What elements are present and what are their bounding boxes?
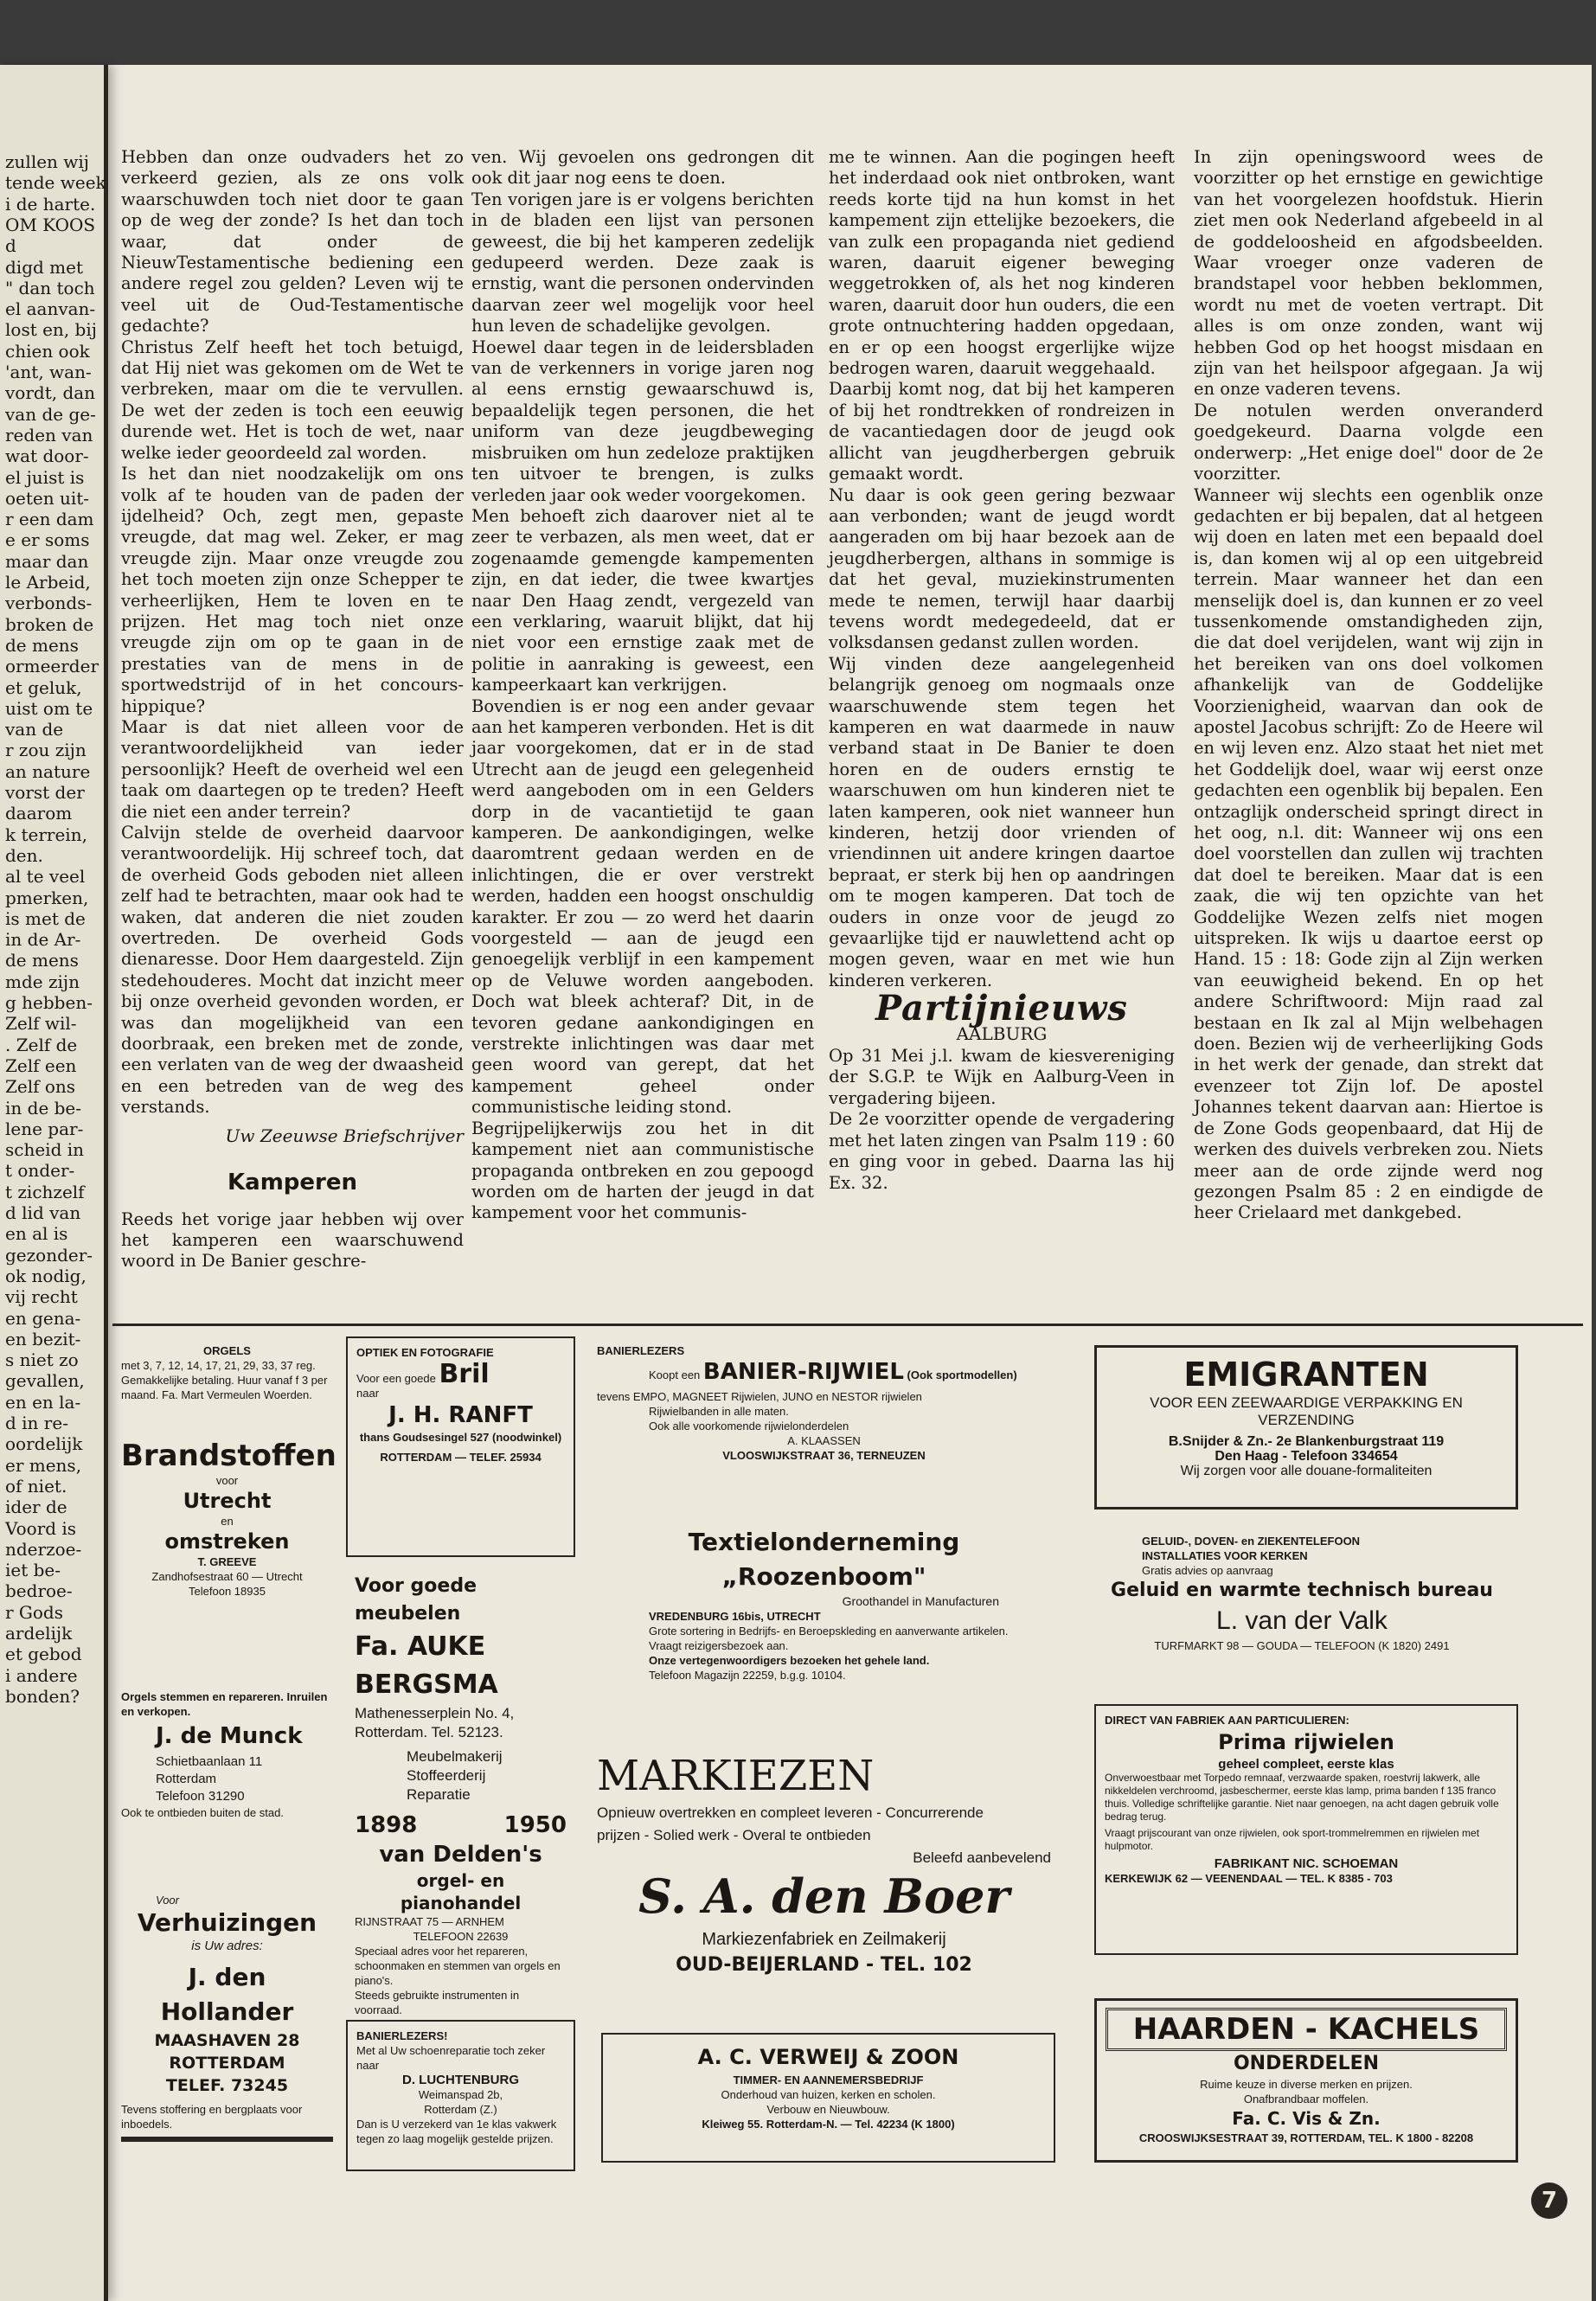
- prev-page-fragment: t onder-: [5, 1160, 75, 1182]
- prev-page-fragment: vij recht: [5, 1286, 78, 1308]
- prev-page-fragment: wat door-: [5, 445, 89, 467]
- ad-text: naar: [356, 1387, 380, 1400]
- ad-text: 1950: [503, 1812, 567, 1838]
- ad-text: is Uw adres:: [191, 1939, 263, 1953]
- ad-text: Weimanspad 2b,: [418, 2088, 503, 2101]
- paragraph: Christus Zelf heeft het toch betuigd, dat Hij niet was gekomen om de Wet te verbreken, maar om die te vervullen. De wet der zeden is toch een eeuwig durende wet. Het is toch de wet, naar welke ieder geoordeeld zal worden.: [121, 336, 464, 463]
- ad-emigranten-title: EMIGRANTEN: [1183, 1356, 1429, 1394]
- ad-text: Ook te ontbieden buiten de stad.: [121, 1806, 284, 1819]
- ad-text: Speciaal adres voor het repareren, schoonmaken en stemmen van orgels en piano's.: [355, 1945, 561, 1987]
- prev-page-fragment: van de: [5, 719, 64, 740]
- paragraph: Maar is dat niet alleen voor de verantwoordelijkheid van ieder persoonlijk? Heeft de overheid wel een taak om daartegen op te treden? Heeft die niet een ander terrein?: [121, 716, 464, 822]
- prev-page-fragment: Zelf een: [5, 1054, 77, 1076]
- ad-bril: Bril: [439, 1359, 490, 1389]
- paragraph: De notulen werden onveranderd goedgekeurd. Daarna volgde een onderwerp: „Het enige doel" door de 2e voorzitter.: [1194, 400, 1543, 484]
- paragraph: Begrijpelijkerwijs zou het in dit kampement niet aan communistische propaganda ontbreken en zou gepoogd worden om de harten der jeugd in dat kampement voor het communis-: [471, 1118, 814, 1223]
- paragraph: Hoewel daar tegen in de leidersbladen van de verkenners in vorige jaren nog al eens ernstig gewaarschuwd is, bepaaldelijk tegen personen, die het uniform van deze jeugdbeweging misbruiken om hun zedeloze praktijken ten uitvoer te brengen, is zulks verleden jaar ook weder voorgekomen.: [471, 336, 814, 505]
- ad-text: INSTALLATIES VOOR KERKEN: [1142, 1549, 1308, 1562]
- ad-text: Groothandel in Manufacturen: [842, 1594, 999, 1608]
- prev-page-fragment: el aanvan-: [5, 298, 96, 320]
- ad-orgels-title: ORGELS: [203, 1344, 251, 1357]
- ad-text: thans Goudsesingel 527 (noodwinkel): [359, 1431, 562, 1444]
- prev-page-fragment: en en la-: [5, 1391, 81, 1413]
- prev-page-fragment: is met de: [5, 907, 86, 929]
- ad-text: Vraagt prijscourant van onze rijwielen, ook sport-trommelremmen en rijwielen met hulpmotor.: [1105, 1827, 1480, 1852]
- prev-page-fragment: oordelijk: [5, 1433, 83, 1455]
- prev-page-fragment: zullen wij: [5, 151, 90, 172]
- prev-page-fragment: . Zelf de: [5, 1034, 78, 1055]
- ad-bergsma: [346, 1566, 575, 1803]
- ad-text: GELUID-, DOVEN- en ZIEKENTELEFOON: [1142, 1535, 1361, 1548]
- paragraph: Calvijn stelde de overheid daarvoor verantwoordelijk. Hij schreef toch, dat de overheid Gods geboden niet alleen zelf had te betrachten, maar ook had te waken, dat anderen die niet zouden overtreden. De overheid Gods dienaresse. Door Hem daargesteld. Zijn stedehouderes. Mocht dat inzicht meer bij onze overheid gevonden worden, er was dan mogelijkheid van een doorbraak, een breken met de zonde, een verlaten van de weg der dwaasheid en een betreden van de weg des verstands.: [121, 823, 464, 1118]
- ad-text: Den Haag - Telefoon 334654: [1215, 1449, 1398, 1464]
- ad-haarden: [1094, 1998, 1518, 2163]
- ad-text: omstreken: [164, 1529, 290, 1554]
- ad-text: Rotterdam (Z.): [424, 2103, 497, 2116]
- paragraph: Men behoeft zich daarover niet al te zeer te verbazen, als men weet, dat er zogenaamde gemengde kampementen zijn, en dat ieder, die twee kwartjes naar Den Haag zendt, vergezeld van een verklaring, waaruit blijkt, dat hij niet voor een ernstige zaak met de politie in aanraking is geweest, een kampeerkaart kan verkrijgen.: [471, 505, 814, 695]
- paragraph: Bovendien is er nog een ander gevaar aan het kamperen verbonden. Het is dit jaar voorgekomen, dat er in de stad Utrecht aan de jeugd een gelegenheid werd aangeboden om in een Gelders dorp in de vacantietijd te gaan kamperen. De aankondigingen, welke daaromtrent gedaan werden en de inlichtingen, die er over verstrekt werden, hadden een hoogst onschuldig karakter. Er zou — zo werd het daarin voorgesteld — aan de jeugd een genoegelijk verblijf in een kampement op de Veluwe worden aangeboden. Doch wat bleek achteraf? Dit, in de tevoren gedane aankondigingen en verstrekte inlichtingen was daar met geen woord van gerept, dat het kampement geheel onder communistische leiding stond.: [471, 695, 814, 1118]
- ad-text: BANIERLEZERS: [597, 1344, 685, 1357]
- prev-page-fragment: in de Ar-: [5, 929, 81, 951]
- paragraph: Reeds het vorige jaar hebben wij over het kamperen een waarschuwend woord in De Banier geschre-: [121, 1208, 464, 1272]
- ad-schoeman: [1094, 1704, 1518, 1955]
- ad-text: ROTTERDAM: [169, 2054, 285, 2073]
- prev-page-fragment: le Arbeid,: [5, 572, 91, 593]
- prev-page-fragment: ider de: [5, 1497, 67, 1518]
- ad-text: Vraagt reizigersbezoek aan.: [649, 1639, 789, 1652]
- prev-page-fragment: chien ook: [5, 340, 90, 362]
- prev-page-fragment: ok nodig,: [5, 1265, 87, 1286]
- ad-text: A. KLAASSEN: [787, 1434, 861, 1447]
- ad-text: ROTTERDAM — TELEF. 25934: [380, 1451, 542, 1464]
- prev-page-fragment: 'ant, wan-: [5, 362, 92, 382]
- ad-bergsma-title: Fa. AUKE BERGSMA: [355, 1631, 498, 1700]
- prev-page-fragment: al te veel: [5, 866, 86, 888]
- ad-text: Met al Uw schoenreparatie toch zeker naar: [356, 2044, 546, 2072]
- prev-page-fragment: nderzoe-: [5, 1538, 82, 1560]
- ads-divider: [112, 1324, 1583, 1326]
- ad-text: Stoffeerderij: [407, 1767, 486, 1784]
- ad-text: ONDERDELEN: [1233, 2053, 1380, 2074]
- ad-text: Telefoon 18935: [189, 1585, 266, 1598]
- ad-text: CROOSWIJKSESTRAAT 39, ROTTERDAM, TEL. K 1800 - 82208: [1138, 2131, 1474, 2144]
- paragraph: Wij vinden deze aangelegenheid belangrijk genoeg om nogmaals onze waarschuwende stem tegen het kamperen en wat daarmede in nauw verband staat in De Banier te doen horen en de ouders ernstig te waarschuwen om hun kinderen niet te laten kamperen, ook niet wanneer hun kinderen, hetzij door vrienden of vriendinnen uit andere kringen daartoe bepraat, er sterk bij hen op aandringen om te mogen kamperen. Dat toch de ouders in onze voor de jeugd zo gevaarlijke tijd er nauwlettend acht op mogen geven, waar en met wie hun kinderen verkeren.: [829, 653, 1175, 990]
- ad-text: VREDENBURG 16bis, UTRECHT: [649, 1610, 821, 1623]
- paragraph: me te winnen. Aan die pogingen heeft het inderdaad ook niet ontbroken, want reeds korte tijd na hun komst in het kampement zijn ettelijke bezoekers, die van zulk een propaganda niet gediend waren, daaruit eigener beweging weggetrokken of, als het nog kinderen waren, daaruit door hun ouders, die een grote ontnuchtering hadden opgedaan, en er op een hoogst ergerlijke wijze bedrogen waren, daaruit weggehaald.: [829, 147, 1175, 379]
- prev-page-fragment: bedroe-: [5, 1580, 73, 1602]
- prev-page-fragment: en gena-: [5, 1307, 81, 1329]
- ad-verweij-title: A. C. VERWEIJ & ZOON: [697, 2045, 959, 2069]
- prev-page-fragment: Voord is: [5, 1517, 77, 1539]
- rule: [121, 2137, 333, 2142]
- ad-text: OPTIEK EN FOTOGRAFIE: [356, 1346, 494, 1359]
- prev-page-fragment: OM KOOS: [5, 214, 96, 235]
- ad-text: 1898: [355, 1812, 418, 1838]
- ad-brandstoffen-title: Brandstoffen: [121, 1439, 337, 1473]
- prev-page-fragment: et gebod: [5, 1644, 82, 1665]
- column-4: [1194, 147, 1543, 1224]
- ad-text: TELEF. 73245: [165, 2076, 289, 2095]
- ad-text: Mathenesserplein No. 4, Rotterdam. Tel. 52123.: [355, 1705, 515, 1740]
- ad-text: orgel- en pianohandel: [400, 1870, 522, 1913]
- ad-text: TIMMER- EN AANNEMERSBEDRIJF: [733, 2073, 924, 2086]
- ad-ranft: [346, 1336, 575, 1557]
- ad-de-munck: [112, 1682, 342, 1873]
- ad-text: geheel compleet, eerste klas: [1218, 1757, 1394, 1772]
- ad-text: Schietbaanlaan 11: [156, 1754, 263, 1769]
- prev-page-fragment: t zichzelf: [5, 1181, 85, 1202]
- section-title-kamperen: Kamperen: [228, 1170, 357, 1196]
- signature: Uw Zeeuwse Briefschrijver: [225, 1125, 464, 1146]
- prev-page-fragment: an nature: [5, 760, 91, 782]
- ad-luchtenburg: [346, 2020, 575, 2171]
- ad-text: DIRECT VAN FABRIEK AAN PARTICULIEREN:: [1105, 1714, 1349, 1727]
- ad-roozenboom: [588, 1518, 1060, 1700]
- ad-text: Kleiweg 55. Rotterdam-N. — Tel. 42234 (K 1800): [702, 2118, 955, 2131]
- prev-page-fragment: van de ge-: [5, 403, 96, 425]
- prev-page-fragment: uist om te: [5, 697, 93, 719]
- ad-text: TURFMARKT 98 — GOUDA — TELEFOON (K 1820) 2491: [1154, 1639, 1450, 1652]
- prev-page-fragment: vordt, dan: [5, 382, 96, 404]
- prev-page-fragment: reden van: [5, 424, 93, 445]
- ad-text: Wij zorgen voor alle douane-formaliteiten: [1180, 1464, 1433, 1478]
- paragraph: Ten vorigen jare is er volgens berichten in de bladen een lijst van personen geweest, die bij het kamperen zedelijk gedupeerd werden. Deze zaak is ernstig, want die personen ondervinden daarvan zeer wel mogelijk voor heel hun leven de schadelijke gevolgen.: [471, 189, 814, 336]
- prev-page-fragment: r zou zijn: [5, 740, 87, 761]
- ad-text: Onderhoud van huizen, kerken en scholen.: [721, 2088, 936, 2101]
- prev-page-fragment: d lid van: [5, 1202, 81, 1223]
- prev-page-fragment: daarom: [5, 803, 73, 824]
- previous-page-edge: [0, 65, 108, 2301]
- ad-ranft-title: J. H. RANFT: [388, 1402, 533, 1428]
- ad-text: Beleefd aanbevelend: [913, 1849, 1051, 1866]
- ad-text: Verbouw en Nieuwbouw.: [766, 2103, 890, 2116]
- ad-text: Fa. C. Vis & Zn.: [1232, 2108, 1381, 2129]
- ad-text: Voor een goede: [356, 1372, 436, 1385]
- prev-page-fragment: pmerken,: [5, 887, 89, 908]
- paragraph: In zijn openingswoord wees de voorzitter op het ernstige en gewichtige van het voorgelezen hoofdstuk. Hierin ziet men ook Nederland afgebeeld in al de goddeloosheid en afgodsbeelden. Waar vroeger onze vaderen de brandstapel voor hebben beklommen, wordt nu met de voeten vertrapt. Dit alles is om onze zonden, want wij hebben God op het hoogst misdaan en zijn van het heilspoor afgegaan. Ja wij en onze vaderen tevens.: [1194, 147, 1543, 400]
- ad-text: tevens EMPO, MAGNEET Rijwielen, JUNO en NESTOR rijwielen: [597, 1390, 922, 1403]
- column-3: [829, 147, 1175, 1194]
- paragraph: ven. Wij gevoelen ons gedrongen dit ook dit jaar nog eens te doen.: [471, 147, 814, 189]
- ad-text: Orgels stemmen en repareren. Inruilen en verkopen.: [121, 1690, 328, 1718]
- ad-text: Geluid en warmte technisch bureau: [1111, 1580, 1493, 1601]
- prev-page-fragment: of niet.: [5, 1475, 67, 1497]
- ad-text: VOOR EEN ZEEWAARDIGE VERPAKKING EN VERZENDING: [1150, 1394, 1463, 1428]
- ad-text: B.Snijder & Zn.- 2e Blankenburgstraat 119: [1168, 1434, 1445, 1449]
- ad-text: Rotterdam: [156, 1772, 217, 1786]
- ad-text: Rijwielbanden in alle maten.: [649, 1405, 789, 1418]
- ad-text: Dan is U verzekerd van 1e klas vakwerk tegen zo laag mogelijk gestelde prijzen.: [356, 2118, 557, 2145]
- ad-text: FABRIKANT NIC. SCHOEMAN: [1214, 1856, 1399, 1871]
- prev-page-fragment: r Gods: [5, 1601, 64, 1623]
- ad-text: Ook alle voorkomende rijwielonderdelen: [649, 1420, 849, 1433]
- ad-den-hollander: [112, 1886, 342, 2154]
- prev-page-fragment: gevallen,: [5, 1370, 85, 1392]
- ad-roozenboom-title: Textielonderneming „Roozenboom": [688, 1528, 960, 1591]
- prev-page-fragment: iet be-: [5, 1560, 61, 1581]
- ad-text: Telefoon 31290: [156, 1789, 245, 1804]
- prev-page-fragment: digd met: [5, 256, 83, 278]
- ad-text: voor: [215, 1474, 239, 1487]
- ad-text: RIJNSTRAAT 75 — ARNHEM: [355, 1915, 504, 1928]
- prev-page-fragment: tende week: [5, 172, 106, 194]
- prev-page-fragment: ardelijk: [5, 1623, 73, 1644]
- ad-text: T. GREEVE: [197, 1555, 257, 1568]
- column-1: [121, 147, 464, 1272]
- ad-text: VLOOSWIJKSTRAAT 36, TERNEUZEN: [722, 1449, 926, 1462]
- prev-page-fragment: broken de: [5, 613, 94, 635]
- prev-page-fragment: en bezit-: [5, 1328, 81, 1349]
- ad-orgels: [112, 1336, 342, 1432]
- prev-page-fragment: scheid in: [5, 1139, 85, 1161]
- prev-page-fragment: ormeerder: [5, 656, 99, 677]
- ad-text: Koopt een: [649, 1368, 701, 1381]
- ad-verhuizingen-title: Verhuizingen: [137, 1908, 317, 1937]
- prev-page-fragment: de mens: [5, 634, 79, 656]
- ad-markiezen: [588, 1743, 1060, 2003]
- prev-page-fragment: d: [5, 235, 16, 257]
- paragraph: Hebben dan onze oudvaders het zo verkeerd gezien, als ze ons volk waarschuwden toch niet door te gaan op de weg der zonde? Is het dan toch waar, dat onder de NieuwTestamentische bediening een andere regel zou gelden? Leven wij te veel uit de Oud-Testamentische gedachte?: [121, 147, 464, 336]
- prev-page-fragment: lene par-: [5, 1118, 84, 1139]
- ad-emigranten: [1094, 1345, 1518, 1509]
- prev-page-fragment: g hebben-: [5, 992, 93, 1013]
- section-title-partijnieuws: Partijnieuws: [875, 988, 1128, 1029]
- ad-den-boer-title: S. A. den Boer: [638, 1868, 1010, 1924]
- ad-text: en: [221, 1515, 234, 1528]
- ad-text: Tevens stoffering en bergplaats voor inboedels.: [121, 2103, 303, 2131]
- ad-text: Zandhofsestraat 60 — Utrecht: [151, 1570, 303, 1583]
- prev-page-fragment: " dan toch: [5, 277, 95, 298]
- paragraph: Daarbij komt nog, dat bij het kamperen of bij het rondtrekken of rondreizen in de vacantiedagen door de jeugd ook allicht van jeugdherbergen gebruik gemaakt wordt.: [829, 379, 1175, 484]
- ad-text: Gratis advies op aanvraag: [1142, 1564, 1273, 1577]
- ad-text: Onverwoestbaar met Torpedo remnaaf, verzwaarde spaken, roestvrij lakwerk, alle nikkeldelen verchroomd, jasbeschermer, eerste klas lamp, prima banden f 135 franco thuis. Volledige schriftelijke garantie. Niet naar genoegen, na acht dagen gebruik volle bedrag terug.: [1105, 1772, 1499, 1823]
- ad-orgels-text: met 3, 7, 12, 14, 17, 21, 29, 33, 37 reg. Gemakkelijke betaling. Huur vanaf f 3 per maand. Fa. Mart Vermeulen Woerden.: [121, 1359, 328, 1401]
- paragraph: Op 31 Mei j.l. kwam de kiesvereniging der S.G.P. te Wijk en Aalburg-Veen in vergadering bijeen.: [829, 1046, 1175, 1108]
- prev-page-fragment: maar dan: [5, 550, 89, 572]
- ad-text: Voor: [156, 1894, 179, 1907]
- prev-page-fragment: in de be-: [5, 1097, 82, 1118]
- ad-text: Onafbrandbaar moffelen.: [1243, 2093, 1369, 2106]
- ad-text: Utrecht: [183, 1489, 272, 1513]
- prev-page-fragment: et geluk,: [5, 676, 82, 698]
- ad-banier-rijwiel: [588, 1336, 1060, 1509]
- ad-de-munck-title: J. de Munck: [156, 1723, 303, 1749]
- ad-text: prijzen - Solied werk - Overal te ontbieden: [597, 1827, 871, 1843]
- ad-text: (Ook sportmodellen): [907, 1368, 1017, 1381]
- ad-text: Opnieuw overtrekken en compleet leveren - Concurrerende: [597, 1804, 984, 1821]
- prev-page-fragment: lost en, bij: [5, 319, 97, 341]
- ad-text: BANIERLEZERS!: [356, 2029, 448, 2042]
- ad-schoeman-title: Prima rijwielen: [1218, 1730, 1394, 1754]
- paragraph: De 2e voorzitter opende de vergadering met het laten zingen van Psalm 119 : 60 en ging voor in gebed. Daarna las hij Ex. 32.: [829, 1109, 1175, 1193]
- prev-page-fragment: vorst der: [5, 782, 85, 803]
- ad-text: OUD-BEIJERLAND - TEL. 102: [676, 1954, 972, 1976]
- ad-text: Markiezenfabriek en Zeilmakerij: [702, 1930, 946, 1949]
- prev-page-fragment: bonden?: [5, 1685, 80, 1707]
- prev-page-fragment: r een dam: [5, 509, 94, 530]
- ad-text: Steeds gebruikte instrumenten in voorraad.: [355, 1989, 520, 2016]
- prev-page-fragment: el juist is: [5, 466, 85, 488]
- ad-text: Reparatie: [407, 1786, 471, 1803]
- prev-page-fragment: k terrein,: [5, 824, 87, 845]
- prev-page-fragment: i de harte.: [5, 193, 96, 215]
- ad-luchtenburg-title: D. LUCHTENBURG: [402, 2073, 519, 2087]
- place-heading: AALBURG: [956, 1022, 1048, 1044]
- ad-text: TELEFOON 22639: [413, 1930, 509, 1943]
- prev-page-fragment: en al is: [5, 1223, 68, 1245]
- prev-page-fragment: gezonder-: [5, 1244, 93, 1266]
- ad-text: KERKEWIJK 62 — VEENENDAAL — TEL. K 8385 - 703: [1105, 1872, 1393, 1885]
- prev-page-fragment: Zelf ons: [5, 1076, 76, 1098]
- ad-text: Meubelmakerij: [407, 1748, 503, 1765]
- prev-page-fragment: Zelf wil-: [5, 1013, 77, 1035]
- prev-page-fragment: oeten uit-: [5, 487, 90, 509]
- ad-van-delden-title: van Delden's: [379, 1842, 542, 1868]
- ad-van-der-valk: [1073, 1527, 1531, 1678]
- column-2: [471, 147, 814, 1224]
- prev-page-fragment: er mens,: [5, 1454, 82, 1476]
- prev-page-fragment: i andere: [5, 1664, 78, 1686]
- paragraph: Wanneer wij slechts een ogenblik onze gedachten er bij bepalen, dat al hetgeen wij doen en laten met een bepaald doel is, dan komen wij al op een uitgebreid terrein. Maar wanneer het dan een menselijk doel is, dan kunnen er zo veel tussenkomende omstandigheden zijn, die dat doel verijdelen, want wij zijn in het bereiken van ons doel volkomen afhankelijk van de Goddelijke Voorzienigheid, waarvan dan ook de apostel Jacobus schrijft: Zo de Heere wil en wij leven enz. Alzo staat het niet met het Goddelijk doel, waar wij eerst onze gedachten een ogenblik bij bepalen. Een ontzaglijk onderscheid springt direct in het oog, n.l. dit: Wanneer wij ons een doel voorstellen dan zullen wij trachten dat doel te bereiken. Maar dat is een zaak, die wij ten opzichte van het Goddelijke Wezen zelfs niet mogen uitspreken. Ik wijs u daartoe eerst op Hand. 15 : 18: Gode zijn al Zijn werken van eeuwigheid bekend. En op het andere Schriftwoord: Mijn raad zal bestaan en Ik zal al Mijn welbehagen doen. Bezien wij de verheerlijking Gods in het werk der genade, dan strekt dat evenzeer tot Zijn lof. De apostel Johannes tekent daarvan aan: Hiertoe is de Zone Gods geopenbaard, dat Hij de werken des duivels verbreken zou. Niets meer aan de orde zijnde werd nog gezongen Psalm 85 : 2 en eindigde de heer Crielaard met dankgebed.: [1194, 484, 1543, 1223]
- ad-text: Onze vertegenwoordigers bezoeken het gehele land.: [649, 1654, 930, 1667]
- prev-page-fragment: mde zijn: [5, 971, 80, 992]
- ad-banier-rijwiel-title: BANIER-RIJWIEL: [702, 1359, 904, 1385]
- prev-page-fragment: s niet zo: [5, 1349, 79, 1371]
- prev-page-fragment: d in re-: [5, 1413, 68, 1433]
- ad-brandstoffen: [112, 1432, 342, 1682]
- paragraph: Is het dan niet noodzakelijk om ons volk af te houden van de paden der ijdelheid? Och, zegt men, gepaste vreugde, dat mag wel. Zeker, er mag vreugde zijn. Maar onze vreugde zou het toch moeten zijn onze Schepper te verheerlijken, Hem te loven en te prijzen. Het mag toch niet onze vreugde zijn om op te gaan in de prestaties van de mens in de sportwedstrijd of in het concours-hippique?: [121, 464, 464, 716]
- prev-page-fragment: e er soms: [5, 529, 90, 551]
- ad-text: MAASHAVEN 28: [154, 2031, 300, 2050]
- ad-van-delden: [346, 1804, 575, 2016]
- ad-text: Ruime keuze in diverse merken en prijzen.: [1200, 2078, 1413, 2091]
- ad-haarden-title: HAARDEN - KACHELS: [1106, 2008, 1507, 2051]
- ad-verweij: [601, 2033, 1055, 2163]
- prev-page-fragment: den.: [5, 844, 43, 866]
- newspaper-page: [0, 65, 1592, 2301]
- paragraph: Nu daar is ook geen gering bezwaar aan verbonden; want de jeugd wordt aangeraden om bij haar bezoek aan de jeugdherbergen, althans in sommige is dat het geval, muziekinstrumenten mede te nemen, terwijl haar daarbij tevens wordt medegedeeld, dat er volksdansen gedanst zullen worden.: [829, 484, 1175, 653]
- prev-page-fragment: verbonds-: [5, 593, 93, 614]
- page-number: 7: [1531, 2182, 1567, 2219]
- ad-den-hollander-title: J. den Hollander: [160, 1963, 294, 2026]
- ad-markiezen-title: MARKIEZEN: [597, 1752, 875, 1800]
- ad-van-der-valk-title: L. van der Valk: [1216, 1606, 1388, 1635]
- ad-text: Grote sortering in Bedrijfs- en Beroepskleding en aanverwante artikelen.: [649, 1625, 1009, 1638]
- ad-text: Telefoon Magazijn 22259, b.g.g. 10104.: [649, 1669, 846, 1682]
- prev-page-fragment: de mens: [5, 950, 79, 971]
- ad-text: Voor goede meubelen: [355, 1575, 478, 1625]
